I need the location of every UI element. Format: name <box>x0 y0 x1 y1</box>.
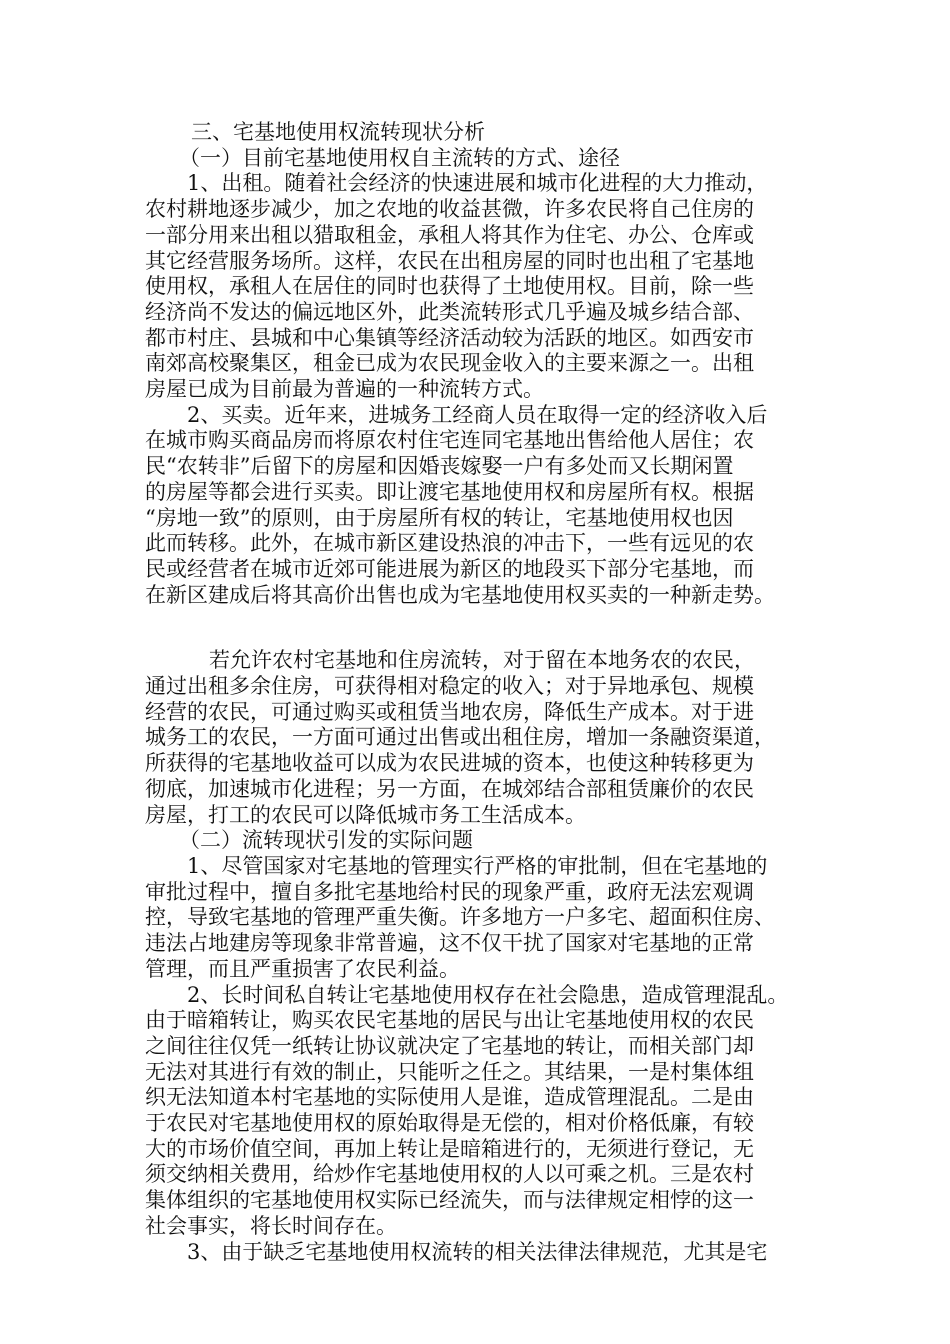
subsection-2-title: （二）流转现状引发的实际问题 <box>179 828 473 853</box>
paragraph-problem-3: 3、由于缺乏宅基地使用权流转的相关法律法律规范，尤其是宅 <box>187 1239 768 1264</box>
paragraph-rental: 1、出租。随着社会经济的快速进展和城市化进程的大力推动， 农村耕地逐步减少，加之农地的收益甚微，许多农民将自己住房的 一部分用来出租以猎取租金，承租人将其作为住宅、办公、仓库或 其它经营服务场所。这样，农民在出租房屋的同时也出租了宅基地 使用权，承租人在居住的同时也获得了土地使用权。目前，除一些 经济尚不发达的偏远地区外，此类流转形式几乎遍及城乡结合部、 都市村庄、县城和中心集镇等经济活动较为活跃的地区。如西安市 南郊高校聚集区，租金已成为农民现金收入的主要来源之一。出租 房屋已成为目前最为普遍的一种流转方式。 <box>145 171 768 402</box>
document-page <box>145 120 805 1265</box>
subsection-1-title: （一）目前宅基地使用权自主流转的方式、途径 <box>179 145 620 170</box>
section-title: 三、宅基地使用权流转现状分析 <box>191 120 485 144</box>
paragraph-problem-2: 2、长时间私自转让宅基地使用权存在社会隐患，造成管理混乱。 由于暗箱转让，购买农民宅基地的居民与出让宅基地使用权的农民 之间往往仅凭一纸转让协议就决定了宅基地的转让，而相关部门却 无法对其进行有效的制止，只能听之任之。其结果，一是村集体组 织无法知道本村宅基地的实际使用人是谁，造成管理混乱。二是由 于农民对宅基地使用权的原始取得是无偿的，相对价格低廉，有较 大的市场价值空间，再加上转让是暗箱进行的，无须进行登记，无 须交纳相关费用，给炒作宅基地使用权的人以可乘之机。三是农村 集体组织的宅基地使用权实际已经流失，而与法律规定相悖的这一 社会事实，将长时间存在。 <box>145 982 789 1238</box>
paragraph-benefits: 若允许农村宅基地和住房流转，对于留在本地务农的农民， 通过出租多余住房，可获得相对稳定的收入；对于异地承包、规模 经营的农民，可通过购买或租赁当地农房，降低生产成本。对于进 城务工的农民，一方面可通过出售或出租住房，增加一条融资渠道， 所获得的宅基地收益可以成为农民进城的资本，也使这种转移更为 彻底，加速城市化进程；另一方面，在城郊结合部租赁廉价的农民 房屋，打工的农民可以降低城市务工生活成本。 <box>145 648 775 827</box>
paragraph-problem-1: 1、尽管国家对宅基地的管理实行严格的审批制，但在宅基地的 审批过程中，擅自多批宅基地给村民的现象严重，政府无法宏观调 控，导致宅基地的管理严重失衡。许多地方一户多宅、超面积住房、 违法占地建房等现象非常普遍，这不仅干扰了国家对宅基地的正常 管理，而且严重损害了农民利益。 <box>145 853 775 981</box>
paragraph-sale: 2、买卖。近年来，进城务工经商人员在取得一定的经济收入后 在城市购买商品房而将原农村住宅连同宅基地出售给他人居住；农 民“农转非”后留下的房屋和因婚丧嫁娶一户有多处而又长期闲置 的房屋等都会进行买卖。即让渡宅基地使用权和房屋所有权。根据 “房地一致”的原则，由于房屋所有权的转让，宅基地使用权也因 此而转移。此外，在城市新区建设热浪的冲击下，一些有远见的农 民或经营者在城市近郊可能进展为新区的地段买下部分宅基地，而 在新区建成后将其高价出售也成为宅基地使用权买卖的一种新走势。 <box>145 402 775 607</box>
